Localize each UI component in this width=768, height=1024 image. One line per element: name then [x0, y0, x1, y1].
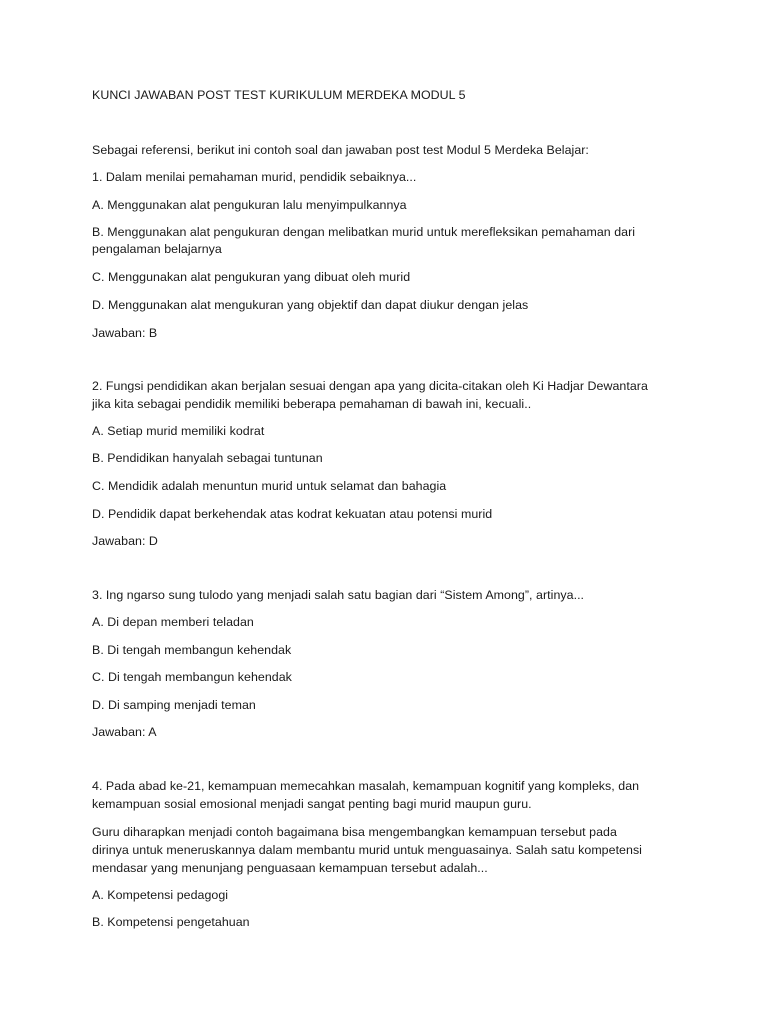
q2-answer: Jawaban: D — [92, 534, 158, 548]
q4-context-line1: Guru diharapkan menjadi contoh bagaimana bisa mengembangkan kemampuan tersebut pada — [92, 825, 617, 839]
q1-option-d: D. Menggunakan alat mengukuran yang objektif dan dapat diukur dengan jelas — [92, 298, 529, 312]
q2-question-line2: jika kita sebagai pendidik memiliki beberapa pemahaman di bawah ini, kecuali.. — [92, 397, 532, 411]
q3-option-c: C. Di tengah membangun kehendak — [92, 670, 292, 684]
q4-option-b: B. Kompetensi pengetahuan — [92, 915, 250, 929]
q3-option-d: D. Di samping menjadi teman — [92, 698, 256, 712]
document-title: KUNCI JAWABAN POST TEST KURIKULUM MERDEKA MODUL 5 — [92, 88, 466, 102]
q3-question: 3. Ing ngarso sung tulodo yang menjadi salah satu bagian dari “Sistem Among”, artinya... — [92, 588, 585, 602]
q2-question-line1: 2. Fungsi pendidikan akan berjalan sesuai dengan apa yang dicita-citakan oleh Ki Hadjar Dewantara — [92, 379, 648, 393]
q4-context-line3: mendasar yang menunjang penguasaan kemampuan tersebut adalah... — [92, 861, 488, 875]
q2-option-d: D. Pendidik dapat berkehendak atas kodrat kekuatan atau potensi murid — [92, 507, 493, 521]
q3-option-b: B. Di tengah membangun kehendak — [92, 643, 292, 657]
q1-option-a: A. Menggunakan alat pengukuran lalu menyimpulkannya — [92, 198, 407, 212]
q2-option-a: A. Setiap murid memiliki kodrat — [92, 424, 265, 438]
q2-option-c: C. Mendidik adalah menuntun murid untuk selamat dan bahagia — [92, 479, 447, 493]
intro-text: Sebagai referensi, berikut ini contoh soal dan jawaban post test Modul 5 Merdeka Belajar: — [92, 143, 589, 157]
q4-option-a: A. Kompetensi pedagogi — [92, 888, 229, 902]
q3-answer: Jawaban: A — [92, 725, 157, 739]
q1-option-b-line1: B. Menggunakan alat pengukuran dengan melibatkan murid untuk merefleksikan pemahaman dari — [92, 225, 636, 239]
q3-option-a: A. Di depan memberi teladan — [92, 615, 254, 629]
q1-answer: Jawaban: B — [92, 326, 158, 340]
q4-question-line1: 4. Pada abad ke-21, kemampuan memecahkan masalah, kemampuan kognitif yang kompleks, dan — [92, 779, 640, 793]
q2-option-b: B. Pendidikan hanyalah sebagai tuntunan — [92, 451, 323, 465]
q1-option-b-line2: pengalaman belajarnya — [92, 242, 222, 256]
q1-option-c: C. Menggunakan alat pengukuran yang dibuat oleh murid — [92, 270, 411, 284]
q4-context-line2: dirinya untuk meneruskannya dalam membantu murid untuk menguasainya. Salah satu kompetensi — [92, 843, 642, 857]
q4-question-line2: kemampuan sosial emosional menjadi sangat penting bagi murid maupun guru. — [92, 797, 532, 811]
q1-question: 1. Dalam menilai pemahaman murid, pendidik sebaiknya... — [92, 170, 417, 184]
